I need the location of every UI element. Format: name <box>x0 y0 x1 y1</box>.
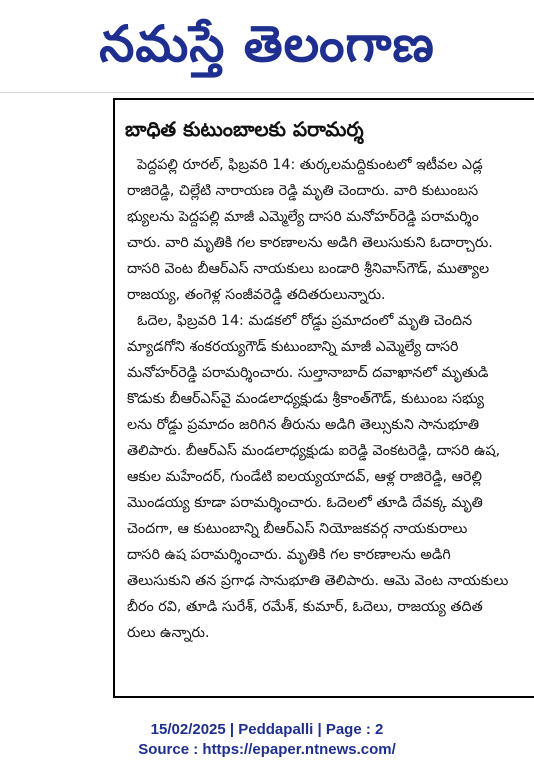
article-line: చెందగా, ఆ కుటుంబాన్ని బీఆర్ఎస్ నియోజకవర్గ నాయకురాలు <box>127 521 468 537</box>
article-line: భ్యులను పెద్దపల్లి మాజీ ఎమ్మెల్యే దాసరి మనోహర్‌రెడ్డి పరామర్శిం <box>127 209 479 225</box>
article-line: చారు. వారి మృతికి గల కారణాలను అడిగి తెలుసుకుని ఓదార్చారు. <box>127 235 493 251</box>
edition-info: 15/02/2025 | Peddapalli | Page : 2 <box>150 721 384 738</box>
masthead-divider <box>0 92 534 93</box>
article-line: కొడుకు బీఆర్ఎస్‌వై మండలాధ్యక్షుడు శ్రీకాంత్‌గౌడ్, కుటుంబ సభ్యు <box>127 391 485 407</box>
article-line: రాజిరెడ్డి, చిల్లేటి నారాయణ రెడ్డి మృతి చెందారు. వారి కుటుంబస <box>127 183 479 199</box>
article-line: మ్యాడగోని శంకరయ్యగౌడ్ కుటుంబాన్ని మాజీ ఎమ్మెల్యే దాసరి <box>127 339 459 355</box>
article-line: తెలుసుకుని తన ప్రగాఢ సానుభూతి తెలిపారు. ఆమె వెంట నాయకులు <box>127 573 509 589</box>
article-line: దాసరి వెంట బీఆర్ఎస్ నాయకులు బండారి శ్రీనివాస్‌గౌడ్, ముత్యాల <box>127 261 490 277</box>
source-link[interactable]: Source : https://epaper.ntnews.com/ <box>138 741 396 758</box>
article-clipping <box>113 98 534 698</box>
article-line: ఓదెల, ఫిబ్రవరి 14: మడకలో రోడ్డు ప్రమాదంలో మృతి చెందిన <box>137 313 473 329</box>
article-line: మనోహర్‌రెడ్డి పరామర్శించారు. సుల్తానాబాద్ దవాఖానలో మృతుడి <box>127 365 489 381</box>
article-line: మొండయ్య కూడా పరామర్శించారు. ఓదెలలో తూడి దేవక్క మృతి <box>127 495 483 511</box>
article-headline: బాధిత కుటుంబాలకు పరామర్శ <box>125 117 364 141</box>
masthead <box>0 0 534 95</box>
article-line: ఆకుల మహేందర్, గుండేటి ఐలయ్యయాదవ్, ఆళ్ల రాజిరెడ్డి, ఆరెల్లి <box>127 469 483 485</box>
article-line: లను రోడ్డు ప్రమాదం జరిగిన తీరును అడిగి తెల్సుకుని సానుభూతి <box>127 417 480 433</box>
article-body <box>115 152 534 646</box>
article-line: దాసరి ఉష పరామర్శించారు. మృతికి గల కారణాలను అడిగి <box>127 547 451 563</box>
article-line: పెద్దపల్లి రూరల్, ఫిబ్రవరి 14: తుర్కలమద్దికుంటలో ఇటీవల ఎడ్ల <box>137 157 483 173</box>
page-footer <box>0 720 534 760</box>
article-line: బీరం రవి, తూడి సురేశ్, రమేశ్, కుమార్, ఓదెలు, రాజయ్య తదిత <box>127 599 483 615</box>
article-line: రాజయ్య, తంగెళ్ల సంజీవరెడ్డి తదితరులున్నారు. <box>127 287 386 303</box>
newspaper-logo: నమస్తే తెలంగాణ <box>99 14 435 73</box>
article-line: రులు ఉన్నారు. <box>127 625 210 641</box>
article-line: తెలిపారు. బీఆర్ఎస్ మండలాధ్యక్షుడు ఐరెడ్డి వెంకటరెడ్డి, దాసరి ఉష, <box>127 443 501 459</box>
